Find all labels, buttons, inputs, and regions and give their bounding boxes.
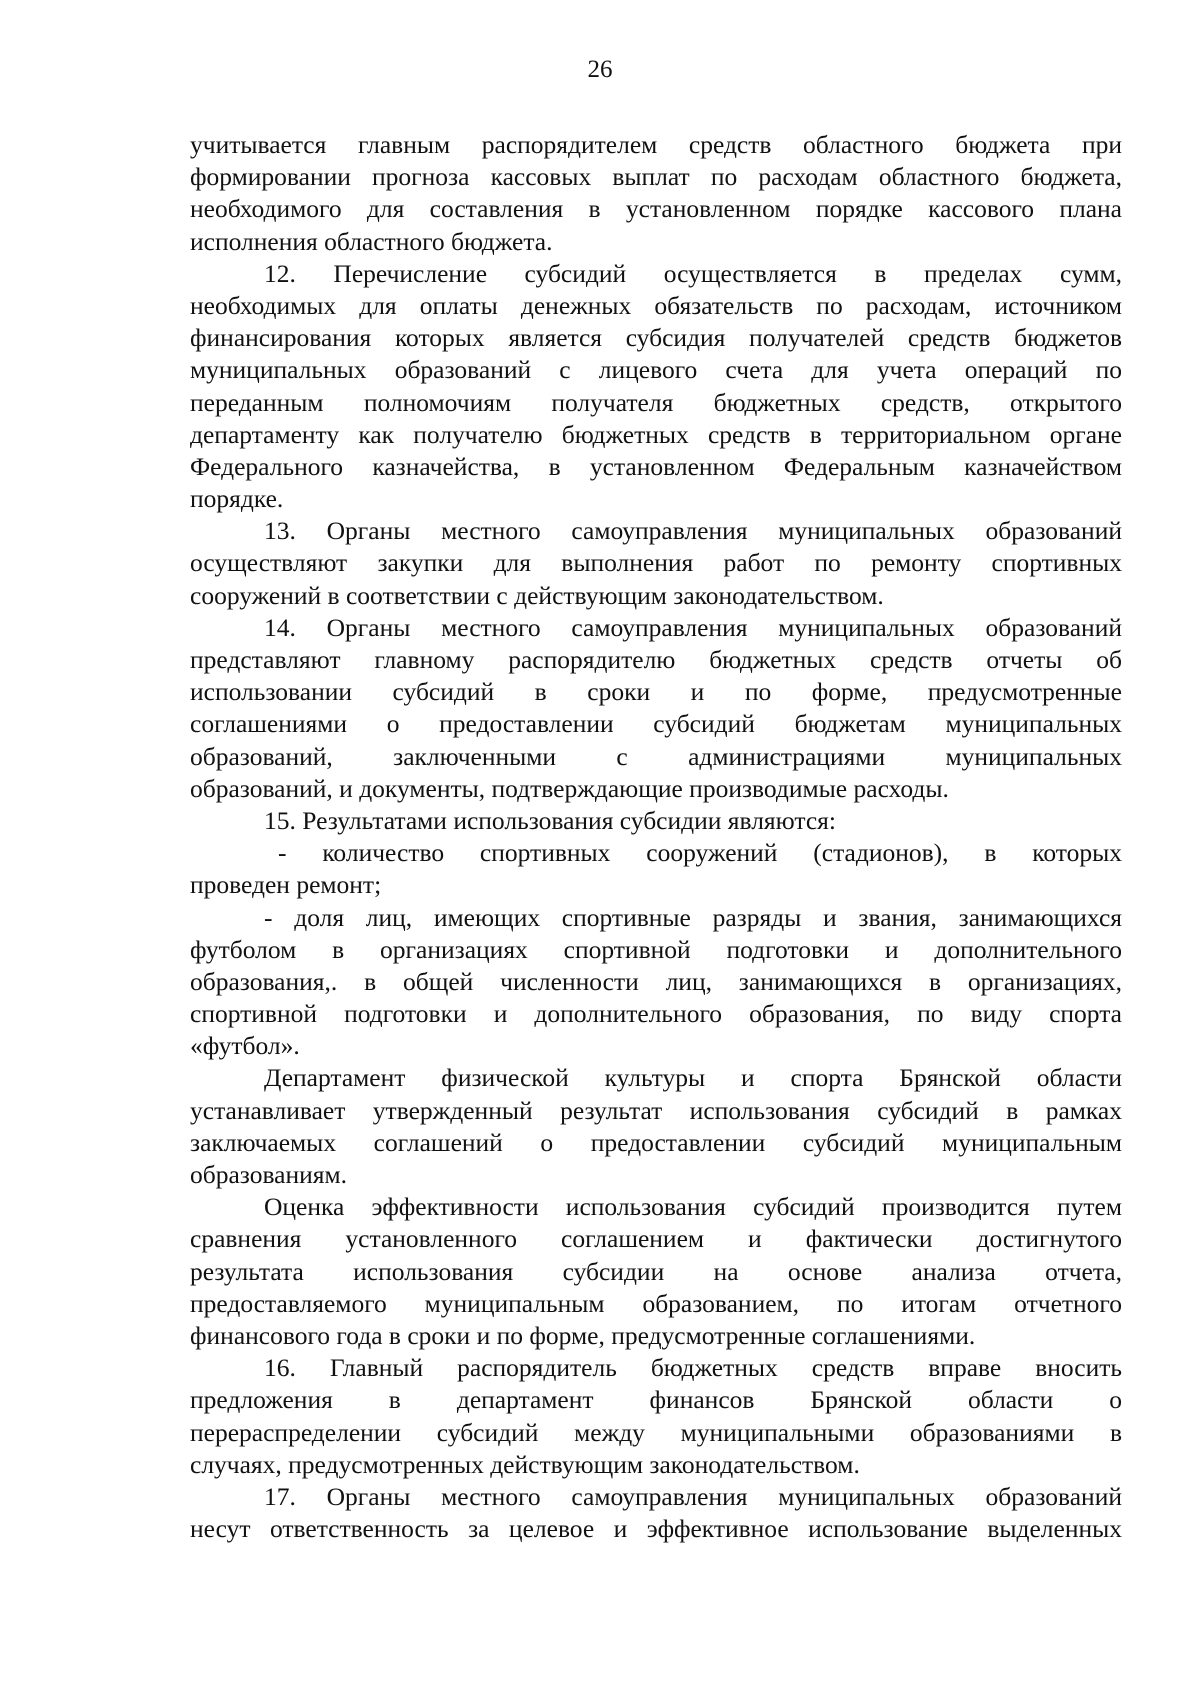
- text-line: результата использования субсидии на основе анализа отчета,: [190, 1256, 1122, 1286]
- text-line: Федерального казначейства, в установленном Федеральным казначейством: [190, 451, 1122, 481]
- paragraph-evaluation: Оценка эффективности использования субсидий производится путем: [264, 1192, 1122, 1222]
- text-line: спортивной подготовки и дополнительного образования, по виду спорта: [190, 999, 1122, 1029]
- text-line: футболом в организациях спортивной подготовки и дополнительного: [190, 934, 1122, 964]
- paragraph-16-start: 16. Главный распорядитель бюджетных средств вправе вносить: [264, 1353, 1122, 1383]
- text-line: предложения в департамент финансов Брянской области о: [190, 1385, 1122, 1415]
- text-line: переданным полномочиям получателя бюджетных средств, открытого: [190, 387, 1122, 417]
- text-line: образований, заключенными с администрациями муниципальных: [190, 741, 1122, 771]
- text-line: соглашениями о предоставлении субсидий бюджетам муниципальных: [190, 709, 1122, 739]
- text-line: финансового года в сроки и по форме, предусмотренные соглашениями.: [190, 1320, 976, 1350]
- text-line: формировании прогноза кассовых выплат по расходам областного бюджета,: [190, 162, 1122, 192]
- paragraph-15-start: 15. Результатами использования субсидии являются:: [264, 805, 836, 835]
- text-line: образованиям.: [190, 1160, 348, 1189]
- text-line: муниципальных образований с лицевого счета для учета операций по: [190, 355, 1122, 385]
- text-line: финансирования которых является субсидия получателей средств бюджетов: [190, 323, 1122, 353]
- text-line: представляют главному распорядителю бюджетных средств отчеты об: [190, 645, 1122, 674]
- text-line: осуществляют закупки для выполнения работ по ремонту спортивных: [190, 548, 1122, 578]
- document-body: [190, 129, 1122, 1545]
- text-line: порядке.: [190, 484, 284, 514]
- text-line: департаменту как получателю бюджетных средств в территориальном органе: [190, 419, 1122, 449]
- text-line: устанавливает утвержденный результат использования субсидий в рамках: [190, 1095, 1122, 1125]
- text-line: исполнения областного бюджета.: [190, 226, 553, 256]
- text-line: предоставляемого муниципальным образованием, по итогам отчетного: [190, 1288, 1122, 1318]
- page-number: 26: [587, 56, 613, 83]
- text-line: заключаемых соглашений о предоставлении субсидий муниципальным: [190, 1127, 1122, 1157]
- paragraph-17-start: 17. Органы местного самоуправления муниципальных образований: [264, 1481, 1122, 1511]
- text-line: необходимого для составления в установленном порядке кассового плана: [190, 194, 1122, 224]
- text-line: учитывается главным распорядителем средств областного бюджета при: [190, 130, 1122, 159]
- paragraph-12-start: 12. Перечисление субсидий осуществляется в пределах сумм,: [264, 258, 1122, 288]
- text-line: использовании субсидий в сроки и по форме, предусмотренные: [190, 677, 1122, 707]
- text-line: проведен ремонт;: [190, 870, 382, 900]
- paragraph-14-start: 14. Органы местного самоуправления муниципальных образований: [264, 612, 1122, 642]
- text-line: сооружений в соответствии с действующим законодательством.: [190, 580, 884, 610]
- text-line: «футбол».: [190, 1031, 300, 1061]
- text-line: сравнения установленного соглашением и фактически достигнутого: [190, 1224, 1122, 1254]
- text-line: необходимых для оплаты денежных обязательств по расходам, источником: [190, 290, 1122, 320]
- text-line: несут ответственность за целевое и эффективное использование выделенных: [190, 1514, 1122, 1544]
- paragraph-department: Департамент физической культуры и спорта Брянской области: [264, 1063, 1122, 1093]
- text-line: образований, и документы, подтверждающие производимые расходы.: [190, 773, 949, 803]
- paragraph-13-start: 13. Органы местного самоуправления муниципальных образований: [264, 516, 1122, 546]
- list-item-second: - доля лиц, имеющих спортивные разряды и звания, занимающихся: [264, 902, 1122, 932]
- text-line: образования,. в общей численности лиц, занимающихся в организациях,: [190, 966, 1122, 996]
- list-item-first: - количество спортивных сооружений (стадионов), в которых: [278, 838, 1122, 868]
- text-line: случаях, предусмотренных действующим законодательством.: [190, 1449, 860, 1479]
- text-line: перераспределении субсидий между муниципальными образованиями в: [190, 1417, 1122, 1447]
